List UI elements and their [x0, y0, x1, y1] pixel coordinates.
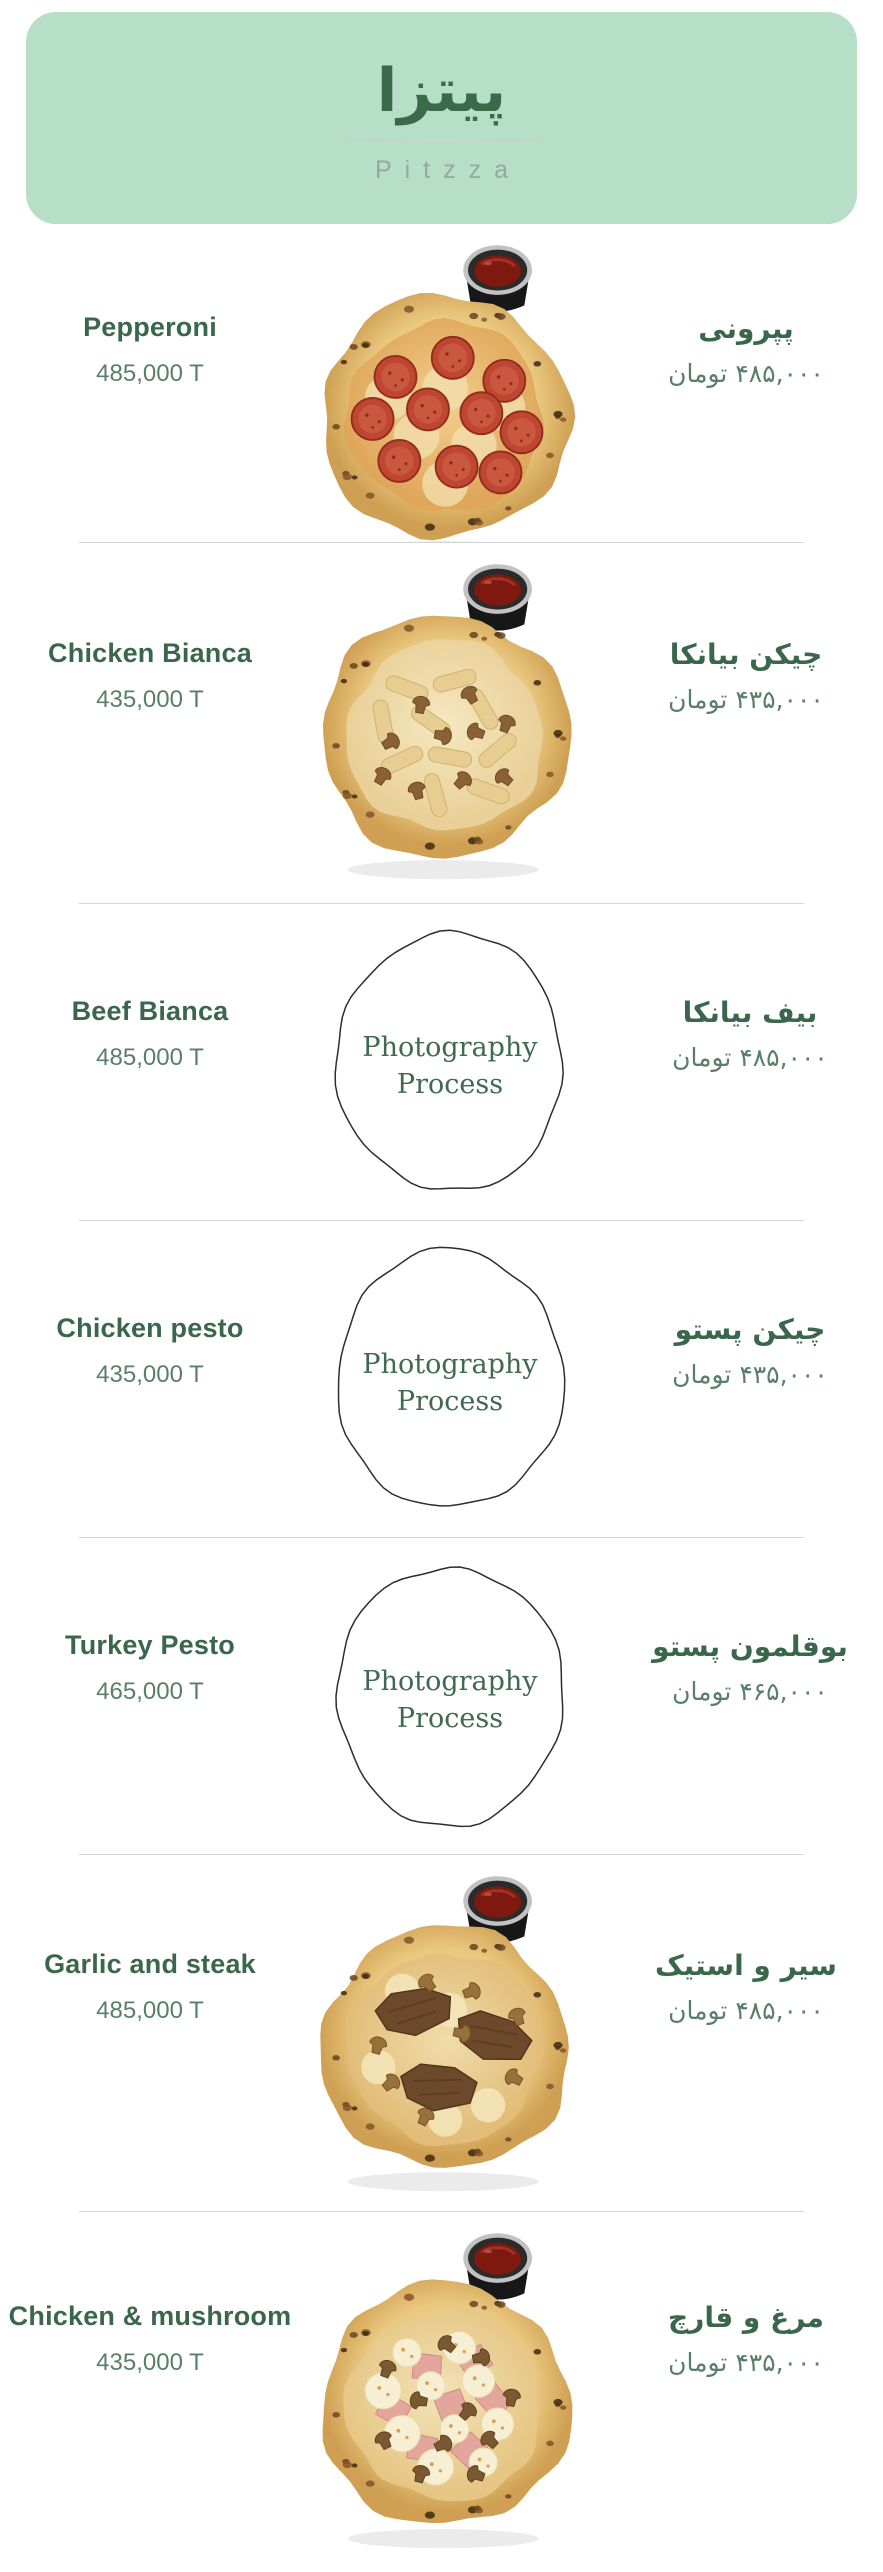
item-price-fa: ۴۸۵,۰۰۰ تومان	[672, 1042, 828, 1072]
item-english-block	[0, 1538, 300, 1854]
photography-process-placeholder	[300, 1223, 600, 1533]
garlic-steak-pizza-photo	[300, 1855, 596, 2211]
item-persian-block	[600, 1538, 883, 1854]
item-price-en: 435,000 T	[96, 2349, 204, 2377]
header-divider	[336, 139, 548, 141]
placeholder-line1: Photography	[362, 1349, 538, 1380]
placeholder-line2: Process	[396, 1703, 504, 1734]
item-price-fa: ۴۳۵,۰۰۰ تومان	[668, 2348, 824, 2378]
item-persian-block	[600, 904, 883, 1220]
item-persian-block	[596, 2212, 883, 2556]
item-name-en: Beef Bianca	[71, 995, 229, 1026]
item-name-en: Chicken & mushroom	[8, 2301, 292, 2332]
menu-item-beef-bianca	[0, 904, 883, 1220]
photography-process-placeholder	[300, 904, 600, 1220]
menu-item-chicken-mushroom	[0, 2212, 883, 2556]
pizza-shadow	[348, 860, 539, 879]
placeholder-line2: Process	[396, 1386, 504, 1417]
pepperoni-pizza-photo	[300, 224, 596, 542]
item-name-en: Turkey Pesto	[65, 1629, 235, 1660]
pepperoni-pizza-illustration	[300, 230, 596, 542]
item-english-block	[0, 224, 300, 542]
menu-item-chicken-bianca	[0, 543, 883, 903]
item-name-en: Chicken pesto	[56, 1312, 244, 1343]
pizza-shadow	[348, 2172, 539, 2191]
placeholder-line1: Photography	[362, 1666, 538, 1697]
steak-pizza-illustration	[300, 1861, 596, 2195]
item-price-en: 465,000 T	[96, 1677, 204, 1705]
photography-process-placeholder	[300, 1538, 600, 1854]
pizza-menu-page	[0, 12, 883, 2556]
item-english-block	[0, 904, 300, 1220]
item-name-fa: سیر و استیک	[655, 1948, 837, 1982]
item-price-fa: ۴۳۵,۰۰۰ تومان	[668, 685, 824, 715]
bianca-pizza-illustration	[300, 549, 596, 883]
menu-list	[0, 224, 883, 2556]
photography-process-placeholder	[300, 1540, 600, 1850]
item-name-fa: مرغ و قارچ	[668, 2301, 824, 2335]
menu-item-garlic-and-steak	[0, 1855, 883, 2211]
item-name-fa: بوقلمون پستو	[652, 1629, 848, 1663]
item-english-block	[0, 2212, 300, 2556]
pizza-shadow	[348, 2529, 539, 2548]
menu-item-turkey-pesto	[0, 1538, 883, 1854]
menu-item-pepperoni	[0, 224, 883, 542]
pizza-shadow	[348, 541, 539, 542]
photography-process-placeholder	[300, 1221, 600, 1537]
item-persian-block	[596, 224, 883, 542]
item-name-fa: چیکن بیانکا	[669, 638, 823, 672]
category-header	[26, 12, 857, 224]
category-title-fa: پیتزا	[376, 55, 507, 126]
item-english-block	[0, 1855, 300, 2211]
chicken-bianca-pizza-photo	[300, 543, 596, 903]
item-price-en: 485,000 T	[96, 1996, 204, 2024]
item-name-en: Garlic and steak	[44, 1948, 256, 1979]
sauce-cup-icon	[463, 245, 532, 311]
item-persian-block	[596, 1855, 883, 2211]
chicken-mushroom-pizza-illustration	[300, 2218, 596, 2552]
item-name-en: Chicken Bianca	[48, 638, 252, 669]
photography-process-placeholder	[300, 906, 600, 1216]
item-name-en: Pepperoni	[83, 311, 217, 342]
item-name-fa: بیف بیانکا	[682, 995, 818, 1029]
placeholder-line2: Process	[396, 1069, 504, 1100]
item-price-en: 435,000 T	[96, 1360, 204, 1388]
item-persian-block	[600, 1221, 883, 1537]
item-name-fa: پپرونی	[698, 311, 794, 345]
item-price-en: 485,000 T	[96, 359, 204, 387]
item-price-fa: ۴۸۵,۰۰۰ تومان	[668, 358, 824, 388]
item-name-fa: چیکن پستو	[674, 1312, 826, 1346]
item-english-block	[0, 543, 300, 903]
category-title-en: Pitzza	[374, 155, 522, 184]
item-price-en: 485,000 T	[96, 1043, 204, 1071]
menu-item-chicken-pesto	[0, 1221, 883, 1537]
chicken-mushroom-pizza-photo	[300, 2212, 596, 2556]
item-persian-block	[596, 543, 883, 903]
item-price-fa: ۴۶۵,۰۰۰ تومان	[672, 1676, 828, 1706]
placeholder-line1: Photography	[362, 1032, 538, 1063]
item-price-en: 435,000 T	[96, 686, 204, 714]
item-price-fa: ۴۸۵,۰۰۰ تومان	[668, 1995, 824, 2025]
item-price-fa: ۴۳۵,۰۰۰ تومان	[672, 1359, 828, 1389]
item-english-block	[0, 1221, 300, 1537]
